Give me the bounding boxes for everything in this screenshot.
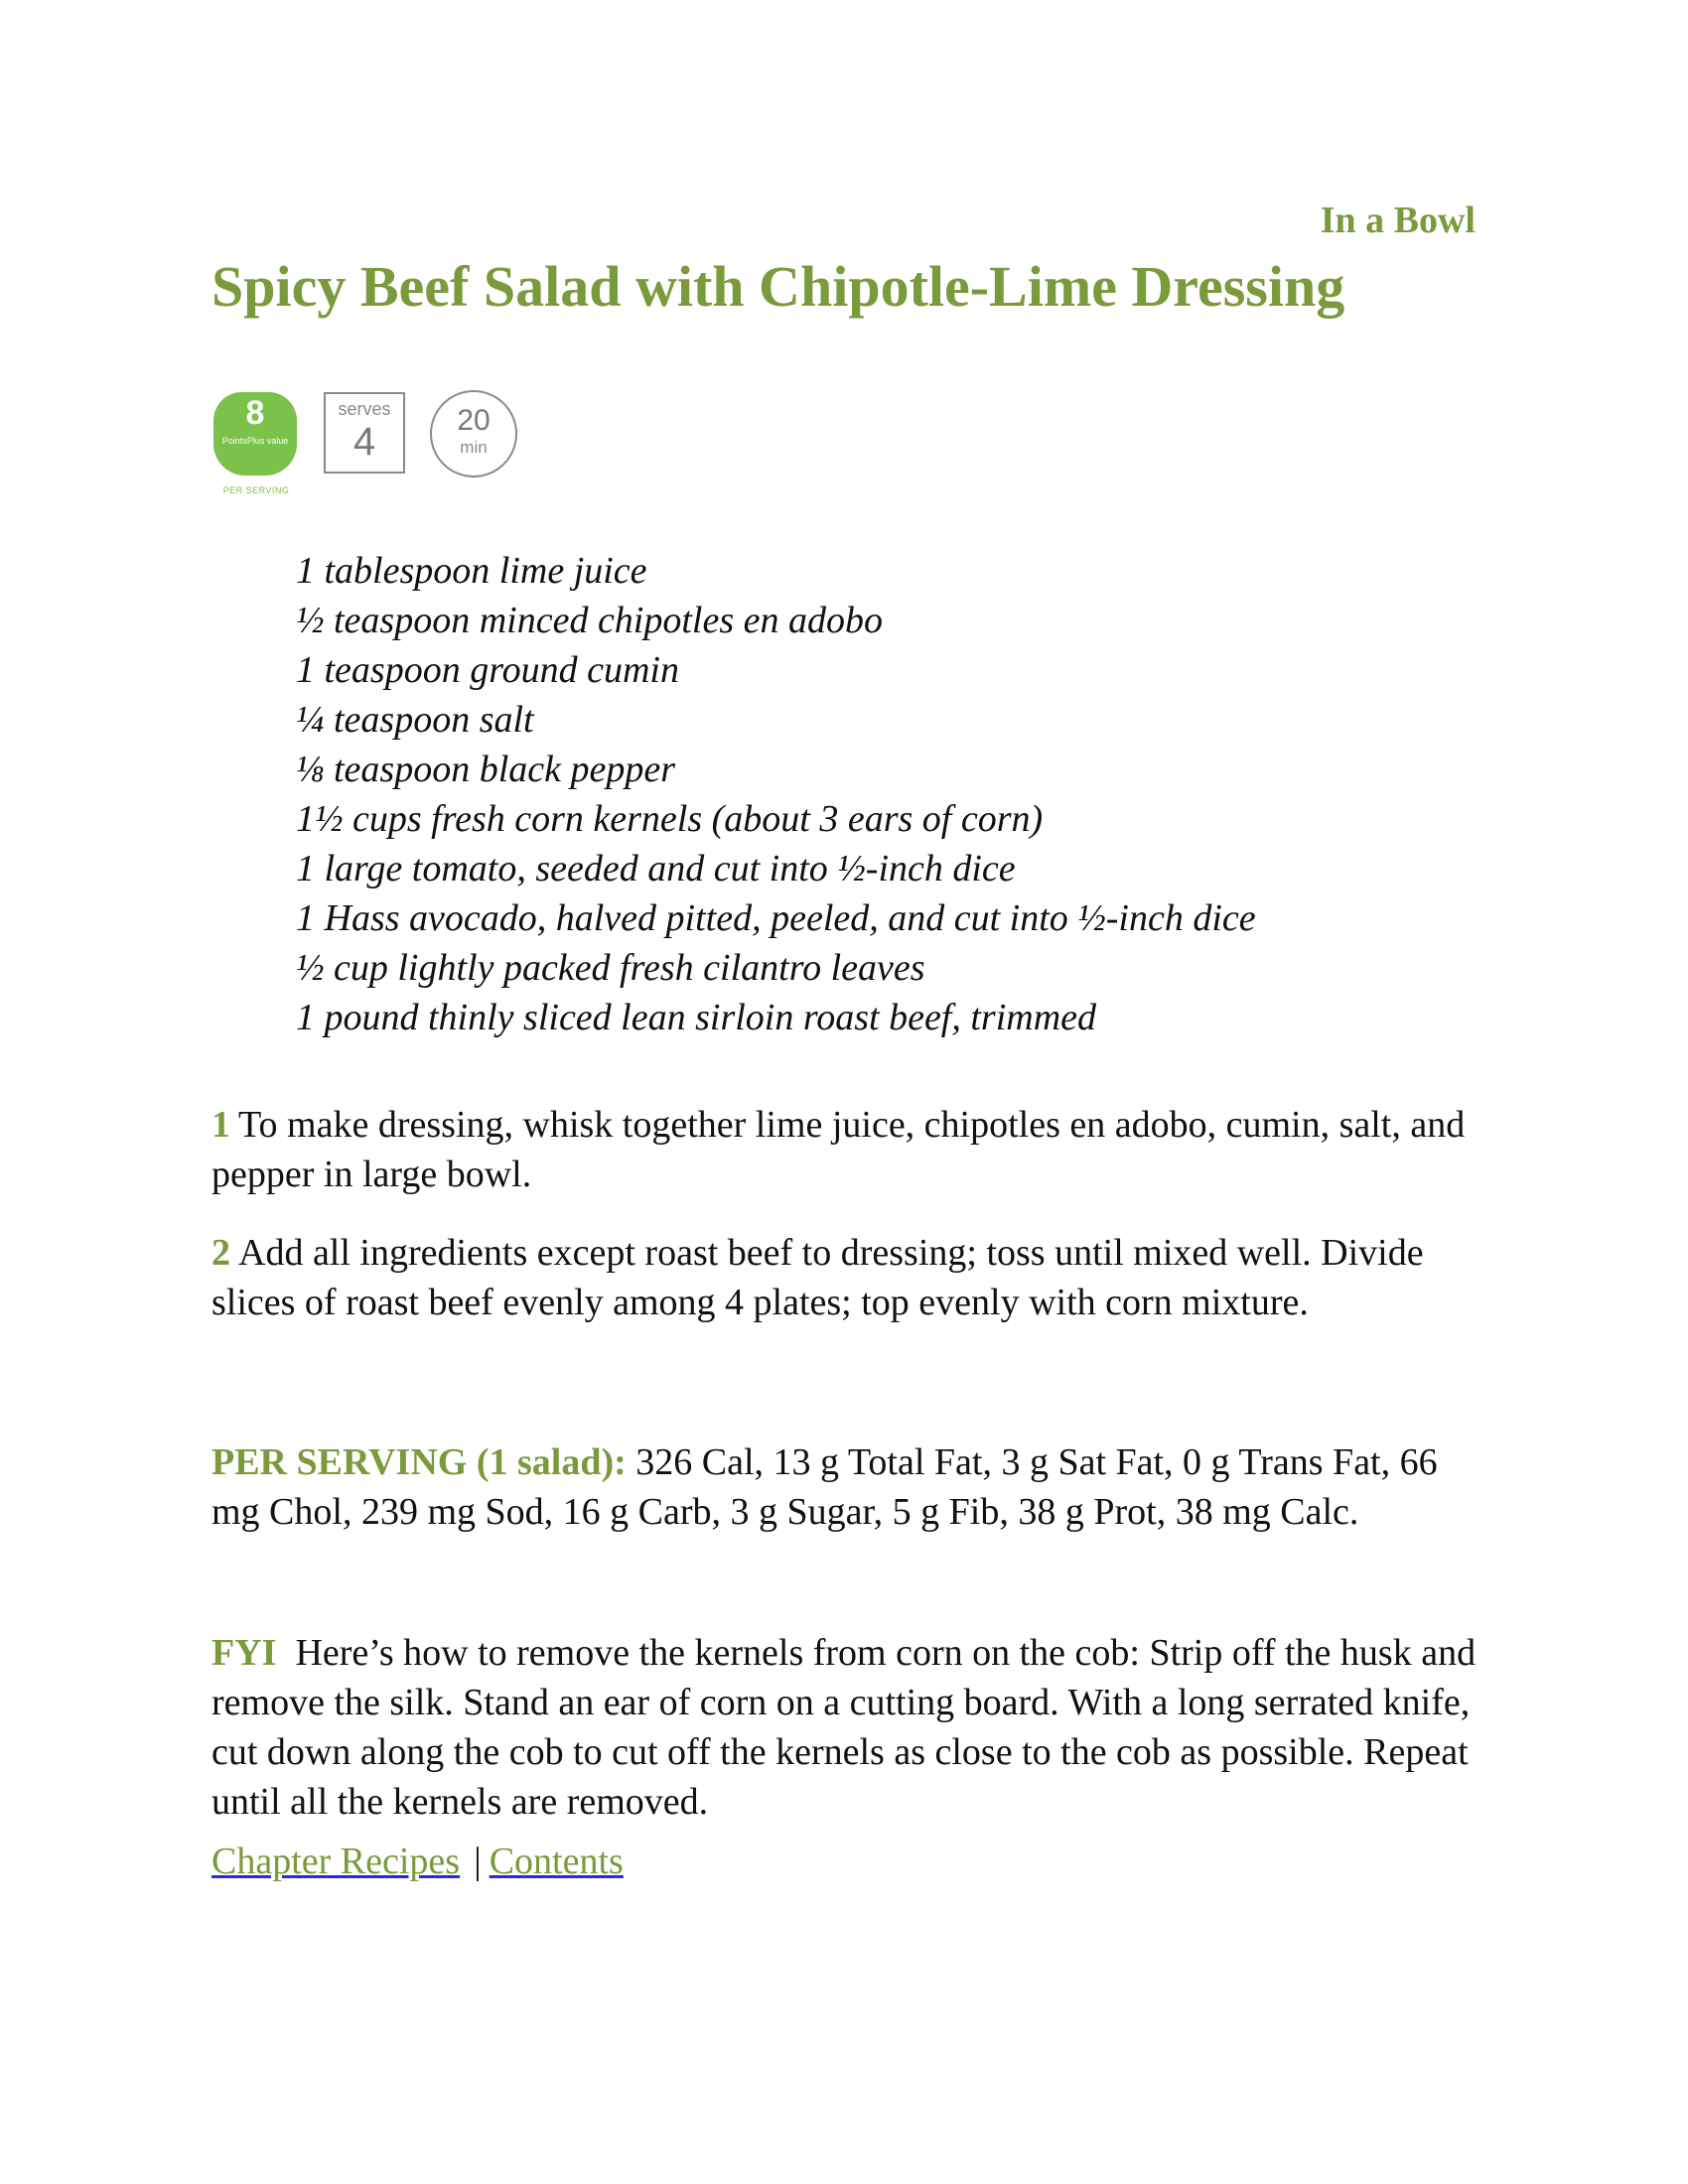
points-brand-label: PointsPlus value xyxy=(221,436,289,446)
chapter-recipes-link[interactable]: Chapter Recipes xyxy=(211,1841,461,1882)
points-caption: PER SERVING xyxy=(222,485,290,495)
points-value-icon xyxy=(211,390,301,499)
recipe-title: Spicy Beef Salad with Chipotle-Lime Dressing xyxy=(211,254,1345,319)
ingredient-item: ¼ teaspoon salt xyxy=(296,699,534,741)
step-text: Add all ingredients except roast beef to dressing; toss until mixed well. Divide slices of roast beef evenly among 4 plates; top evenly with corn mixture. xyxy=(211,1232,1424,1323)
fyi-text: Here’s how to remove the kernels from corn on the cob: Strip off the husk and remove the silk. Stand an ear of corn on a cutting board. With a long serrated knife, cut down along the cob to cut off the kernels as close to the cob as possible. Repeat until all the kernels are removed. xyxy=(211,1632,1477,1823)
time-icon xyxy=(430,390,517,478)
step-number: 2 xyxy=(211,1232,230,1274)
time-unit: min xyxy=(460,438,488,457)
ingredient-item: 1 Hass avocado, halved pitted, peeled, and cut into ½-inch dice xyxy=(296,897,1256,939)
serves-label: serves xyxy=(338,399,391,419)
footer-navigation xyxy=(211,1837,624,1886)
points-value: 8 xyxy=(245,394,265,432)
step-number: 1 xyxy=(211,1104,230,1146)
step-1 xyxy=(211,1100,1492,1199)
ingredient-item: ½ teaspoon minced chipotles en adobo xyxy=(296,600,884,641)
step-2 xyxy=(211,1228,1492,1327)
nav-separator: | xyxy=(474,1841,482,1882)
ingredient-item: ⅛ teaspoon black pepper xyxy=(296,749,676,790)
fyi-tip xyxy=(211,1628,1492,1827)
ingredient-item: 1 large tomato, seeded and cut into ½-inch dice xyxy=(296,848,1016,889)
contents-link[interactable]: Contents xyxy=(489,1841,624,1882)
ingredient-item: 1½ cups fresh corn kernels (about 3 ears of corn) xyxy=(296,798,1044,840)
ingredient-item: ½ cup lightly packed fresh cilantro leaves xyxy=(296,947,925,989)
ingredient-item: 1 teaspoon ground cumin xyxy=(296,649,679,691)
ingredient-item: 1 pound thinly sliced lean sirloin roast beef, trimmed xyxy=(296,997,1097,1038)
serves-icon xyxy=(324,392,405,474)
nutrition-info xyxy=(211,1437,1492,1537)
serves-value: 4 xyxy=(352,420,376,464)
ingredient-list xyxy=(296,546,1256,1042)
step-text: To make dressing, whisk together lime juice, chipotles en adobo, cumin, salt, and pepper in large bowl. xyxy=(211,1104,1466,1195)
instruction-steps xyxy=(211,1100,1492,1356)
nutrition-label: PER SERVING (1 salad): xyxy=(211,1441,627,1483)
nutrition-text: 326 Cal, 13 g Total Fat, 3 g Sat Fat, 0 g Trans Fat, 66 mg Chol, 239 mg Sod, 16 g Carb, 3 g Sugar, 5 g Fib, 38 g Prot, 38 mg Calc. xyxy=(211,1441,1438,1533)
ingredient-item: 1 tablespoon lime juice xyxy=(296,550,647,592)
time-value: 20 xyxy=(457,404,491,437)
chapter-heading: In a Bowl xyxy=(1320,200,1476,241)
fyi-label: FYI xyxy=(211,1632,277,1674)
